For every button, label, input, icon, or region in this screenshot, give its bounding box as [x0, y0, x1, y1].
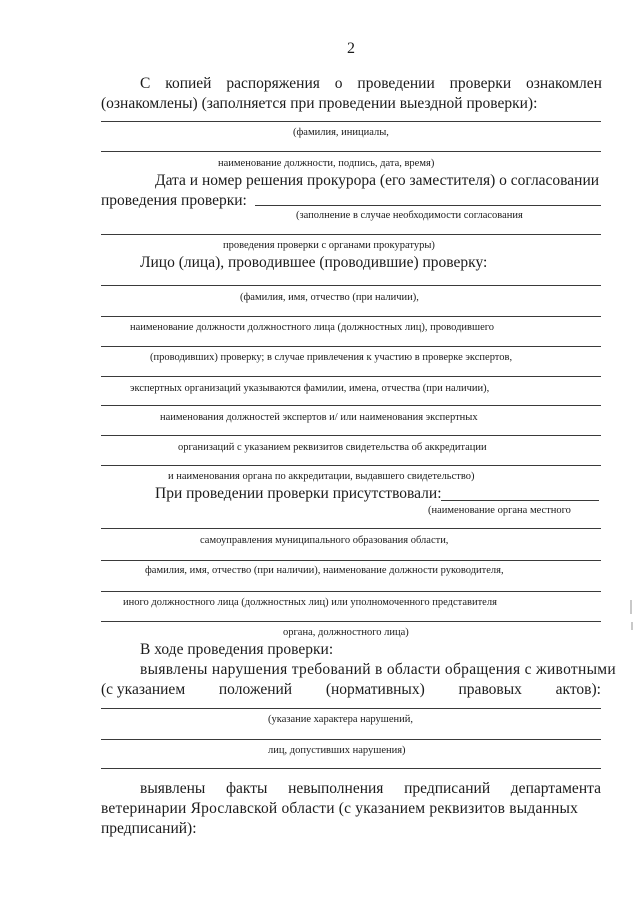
s2-line2: проведения проверки:	[101, 192, 247, 209]
s4-fill-line-3	[101, 560, 601, 561]
s6-line3: предписаний):	[101, 820, 197, 837]
s1-w2: распоряжения	[226, 75, 320, 92]
s5-line2: выявлены нарушения требований в области обращения с животными	[140, 661, 616, 678]
s1-line1	[140, 75, 602, 93]
s4-line1: При проведении проверки присутствовали:	[155, 485, 442, 502]
s4-hint1: (наименование органа местного	[428, 505, 571, 516]
s5-w2: (нормативных)	[325, 681, 425, 698]
s3-fill-line-5	[101, 405, 601, 406]
s3-fill-line-7	[101, 465, 601, 466]
s1-line2: (ознакомлены) (заполняется при проведении выездной проверки):	[101, 95, 538, 112]
s4-hint3: фамилия, имя, отчество (при наличии), наименование должности руководителя,	[145, 565, 504, 576]
s3-line1: Лицо (лица), проводившее (проводившие) проверку:	[140, 254, 488, 271]
s1-hint2: наименование должности, подпись, дата, время)	[218, 158, 435, 169]
s5-hint1: (указание характера нарушений,	[268, 714, 413, 725]
s6-line1	[140, 780, 601, 798]
s1-fill-line-1	[101, 121, 601, 122]
s1-w5: проверки	[449, 75, 512, 92]
s1-w3: о	[334, 75, 343, 92]
s3-hint2: наименование должности должностного лица (должностных лиц), проводившего	[130, 322, 495, 333]
s6-w4: департамента	[510, 780, 601, 797]
s6-w1: факты	[225, 780, 268, 797]
scan-mark	[630, 600, 632, 614]
s4-hint5: органа, должностного лица)	[283, 627, 409, 638]
s3-fill-line-2	[101, 316, 601, 317]
scan-mark	[631, 622, 633, 630]
s1-hint1: (фамилия, инициалы,	[293, 127, 389, 138]
s5-line1: В ходе проведения проверки:	[140, 641, 334, 658]
s3-hint6: организаций с указанием реквизитов свидетельства об аккредитации	[178, 442, 487, 453]
s1-w6: ознакомлен	[526, 75, 602, 92]
s4-fill-line-5	[101, 621, 601, 622]
s5-w0: (с указанием	[101, 681, 186, 698]
s3-hint4: экспертных организаций указываются фамилии, имена, отчества (при наличии),	[130, 383, 490, 394]
s3-fill-line-4	[101, 376, 601, 377]
s1-fill-line-2	[101, 151, 601, 152]
s6-w2: невыполнения	[288, 780, 384, 797]
s2-fill-line-2	[101, 234, 601, 235]
s2-hint2: проведения проверки с органами прокуратуры)	[223, 240, 435, 251]
page-number: 2	[347, 40, 355, 57]
s1-w4: проведении	[357, 75, 435, 92]
s4-hint2: самоуправления муниципального образования области,	[200, 535, 449, 546]
s2-line1: Дата и номер решения прокурора (его заместителя) о согласовании	[155, 172, 600, 189]
s4-hint4: иного должностного лица (должностных лиц) или уполномоченного представителя	[123, 597, 497, 608]
s1-w0: С	[140, 75, 151, 92]
s5-fill-line-3	[101, 768, 601, 769]
s3-hint3: (проводивших) проверку; в случае привлечения к участию в проверке экспертов,	[150, 352, 513, 363]
s5-line3	[101, 681, 601, 699]
s4-fill-line-1	[441, 500, 599, 501]
s6-line2: ветеринарии Ярославской области (с указанием реквизитов выданных	[101, 800, 579, 817]
s6-w0: выявлены	[140, 780, 206, 797]
s4-fill-line-4	[101, 591, 601, 592]
s2-hint1: (заполнение в случае необходимости согласования	[296, 210, 523, 221]
s3-fill-line-3	[101, 346, 601, 347]
s5-hint2: лиц, допустивших нарушения)	[268, 745, 406, 756]
s4-fill-line-2	[101, 528, 601, 529]
s3-hint1: (фамилия, имя, отчество (при наличии),	[240, 292, 419, 303]
s3-hint7: и наименования органа по аккредитации, выдавшего свидетельство)	[168, 471, 475, 482]
s5-fill-line-1	[101, 708, 601, 709]
s3-fill-line-1	[101, 285, 601, 286]
s2-fill-line-1	[255, 205, 601, 206]
s5-w4: актов):	[555, 681, 601, 698]
s6-w3: предписаний	[404, 780, 491, 797]
s5-fill-line-2	[101, 739, 601, 740]
s1-w1: копией	[165, 75, 212, 92]
s5-w1: положений	[218, 681, 293, 698]
s3-hint5: наименования должностей экспертов и/ или наименования экспертных	[160, 412, 478, 423]
s5-w3: правовых	[458, 681, 522, 698]
s3-fill-line-6	[101, 435, 601, 436]
